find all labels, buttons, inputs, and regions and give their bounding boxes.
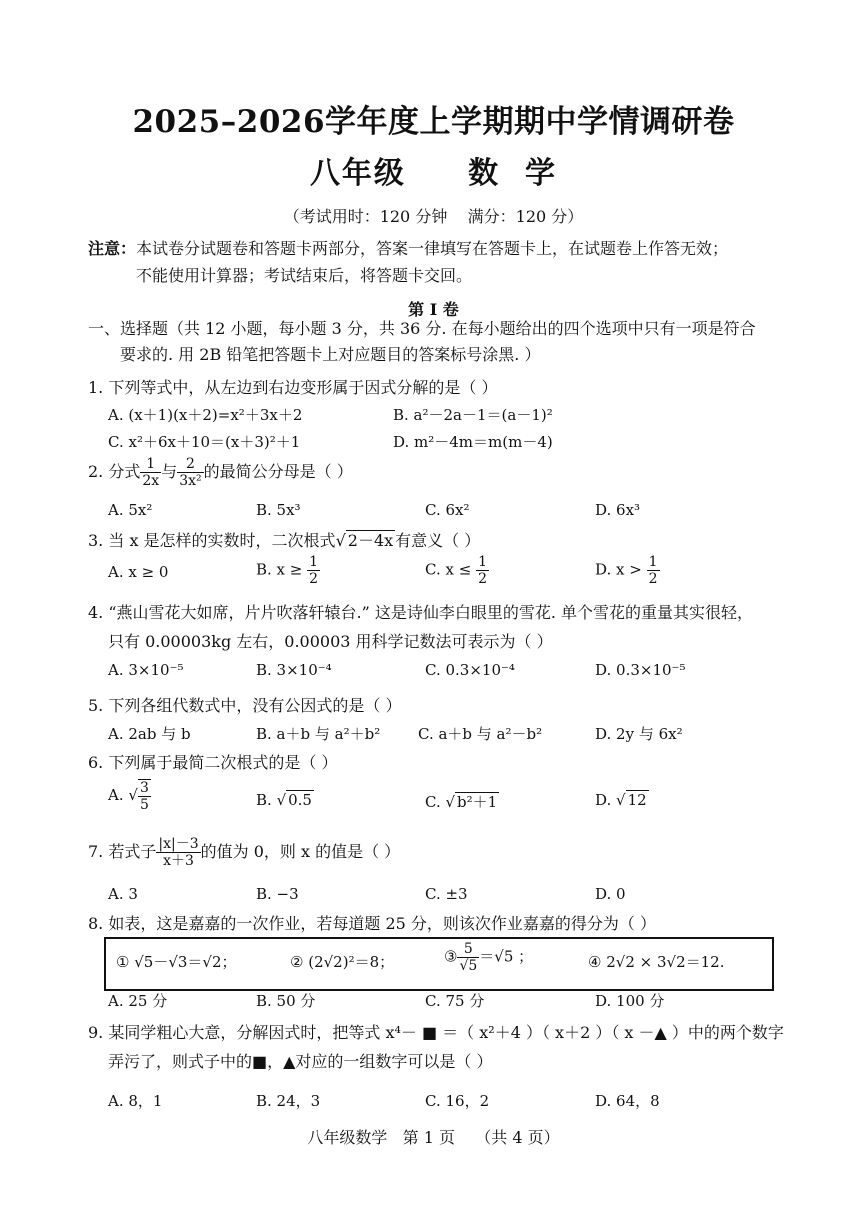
- q2-option-d: D. 6x³: [595, 501, 641, 519]
- q5-option-c: C. a＋b 与 a²－b²: [418, 725, 543, 743]
- q4-option-d: D. 0.3×10⁻⁵: [595, 661, 686, 679]
- q9-line-2: 弄污了，则式子中的■，▲对应的一组数字可以是（ ）: [108, 1052, 493, 1071]
- q2-mid: 与: [161, 462, 178, 481]
- q9-option-b: B. 24，3: [256, 1092, 321, 1110]
- q6-option-a: A. √ $\frac{3}{5}$: [108, 780, 149, 813]
- q2-fraction-2: $\frac{2}{\text{3x²}}$: [179, 456, 202, 489]
- q1-option-a: A. (x＋1)(x＋2)=x²＋3x＋2: [108, 406, 303, 424]
- q9-option-d: D. 64，8: [595, 1092, 660, 1110]
- q1-option-c: C. x²＋6x＋10＝(x＋3)²＋1: [108, 433, 301, 451]
- q3-post: 有意义（ ）: [395, 531, 481, 550]
- q6-option-d: D. √ 12: [595, 791, 647, 809]
- page-footer: 八年级数学 第 1 页 （共 4 页）: [307, 1128, 560, 1147]
- q2-stem: [88, 456, 353, 489]
- q9-option-a: A. 8，1: [108, 1092, 163, 1110]
- q7-option-a: A. 3: [108, 885, 138, 903]
- q6-stem: 6. 下列属于最简二次根式的是（ ）: [88, 753, 338, 772]
- q2-option-a: A. 5x²: [108, 501, 153, 519]
- q3-option-a: A. x ≥ 0: [108, 563, 169, 581]
- q8-item-1: ① √5－√3＝√2；: [116, 953, 237, 971]
- q2-option-c: C. 6x²: [425, 501, 470, 519]
- q8-option-c: C. 75 分: [425, 992, 485, 1010]
- q1-option-d: D. m²－4m＝m(m－4): [393, 433, 553, 451]
- q3-radicand: 2－4x: [347, 531, 394, 550]
- q8-item-3: ③ $\frac{5}{√5}$ ＝√5 ；: [444, 941, 534, 974]
- q8-option-b: B. 50 分: [256, 992, 316, 1010]
- q4-option-a: A. 3×10⁻⁵: [108, 661, 184, 679]
- section-instructions-2: 要求的. 用 2B 铅笔把答题卡上对应题目的答案标号涂黑. ）: [120, 345, 541, 364]
- q4-line-1: 4. “燕山雪花大如席，片片吹落轩辕台.” 这是诗仙李白眼里的雪花. 单个雪花的重量其实很轻，: [88, 603, 754, 622]
- exam-subtitle: 八年级 数 学: [309, 156, 558, 191]
- q3-option-b: B. x ≥ $\frac{1}{2}$: [256, 554, 319, 587]
- q4-option-c: C. 0.3×10⁻⁴: [425, 661, 515, 679]
- volume-title: 第 I 卷: [408, 300, 459, 319]
- q2-post: 的最简公分母是（ ）: [203, 462, 353, 481]
- q1-option-b: B. a²－2a－1＝(a－1)²: [393, 406, 553, 424]
- q3-stem: 3. 当 x 是怎样的实数时，二次根式√ 2－4x 有意义（ ）: [88, 531, 481, 550]
- q2-fraction-1: $\frac{1}{2x}$: [142, 456, 160, 489]
- q3-pre: 3. 当 x 是怎样的实数时，二次根式: [88, 531, 336, 550]
- q2-option-b: B. 5x³: [256, 501, 301, 519]
- q8-item-2: ② (2√2)²＝8；: [290, 953, 395, 971]
- q4-line-2: 只有 0.00003kg 左右，0.00003 用科学记数法可表示为（ ）: [108, 632, 553, 651]
- q3-option-d: D. x > $\frac{1}{2}$: [595, 554, 658, 587]
- q7-option-b: B. −3: [256, 885, 299, 903]
- q5-option-a: A. 2ab 与 b: [108, 725, 191, 743]
- q8-option-a: A. 25 分: [108, 992, 168, 1010]
- q5-option-b: B. a＋b 与 a²＋b²: [256, 725, 381, 743]
- q3-option-c: C. x ≤ $\frac{1}{2}$: [425, 554, 487, 587]
- notice-line-2: 不能使用计算器；考试结束后，将答题卡交回。: [136, 266, 473, 285]
- q7-option-c: C. ±3: [425, 885, 468, 903]
- q9-line-1: 9. 某同学粗心大意，分解因式时，把等式 x⁴－ ■ ＝（ x²＋4 ）（ x＋2 ）（ x －▲ ）中的两个数字: [88, 1023, 784, 1042]
- q2-pre: 2. 分式: [88, 462, 141, 481]
- notice-line-1: [88, 236, 728, 262]
- q9-option-c: C. 16，2: [425, 1092, 490, 1110]
- q6-option-b: B. √ 0.5: [256, 791, 312, 809]
- q8-option-d: D. 100 分: [595, 992, 665, 1010]
- exam-info: （考试用时：120 分钟 满分：120 分）: [283, 207, 584, 226]
- q6-option-c: C. √ b²＋1: [425, 793, 498, 811]
- section-instructions-1: 一、选择题（共 12 小题，每小题 3 分，共 36 分. 在每小题给出的四个选项中只有一项是符合: [88, 319, 756, 338]
- q1-stem: 1. 下列等式中，从左边到右边变形属于因式分解的是（ ）: [88, 378, 498, 397]
- q5-option-d: D. 2y 与 6x²: [595, 725, 683, 743]
- notice-text-1: 本试卷分试题卷和答题卡两部分，答案一律填写在答题卡上，在试题卷上作答无效；: [136, 239, 729, 258]
- notice-label: 注意：: [88, 239, 137, 258]
- q4-option-b: B. 3×10⁻⁴: [256, 661, 332, 679]
- q8-stem: 8. 如表，这是嘉嘉的一次作业，若每道题 25 分，则该次作业嘉嘉的得分为（ ）: [88, 914, 656, 933]
- q7-option-d: D. 0: [595, 885, 626, 903]
- q5-stem: 5. 下列各组代数式中，没有公因式的是（ ）: [88, 696, 402, 715]
- q8-item-4: ④ 2√2 × 3√2＝12.: [588, 953, 725, 971]
- exam-title: 2025–2026学年度上学期期中学情调研卷: [132, 104, 735, 140]
- q7-stem: 7. 若式子 $\frac{|x|-3}{x+3}$ 的值为 0，则 x 的值是（ ）: [88, 836, 401, 869]
